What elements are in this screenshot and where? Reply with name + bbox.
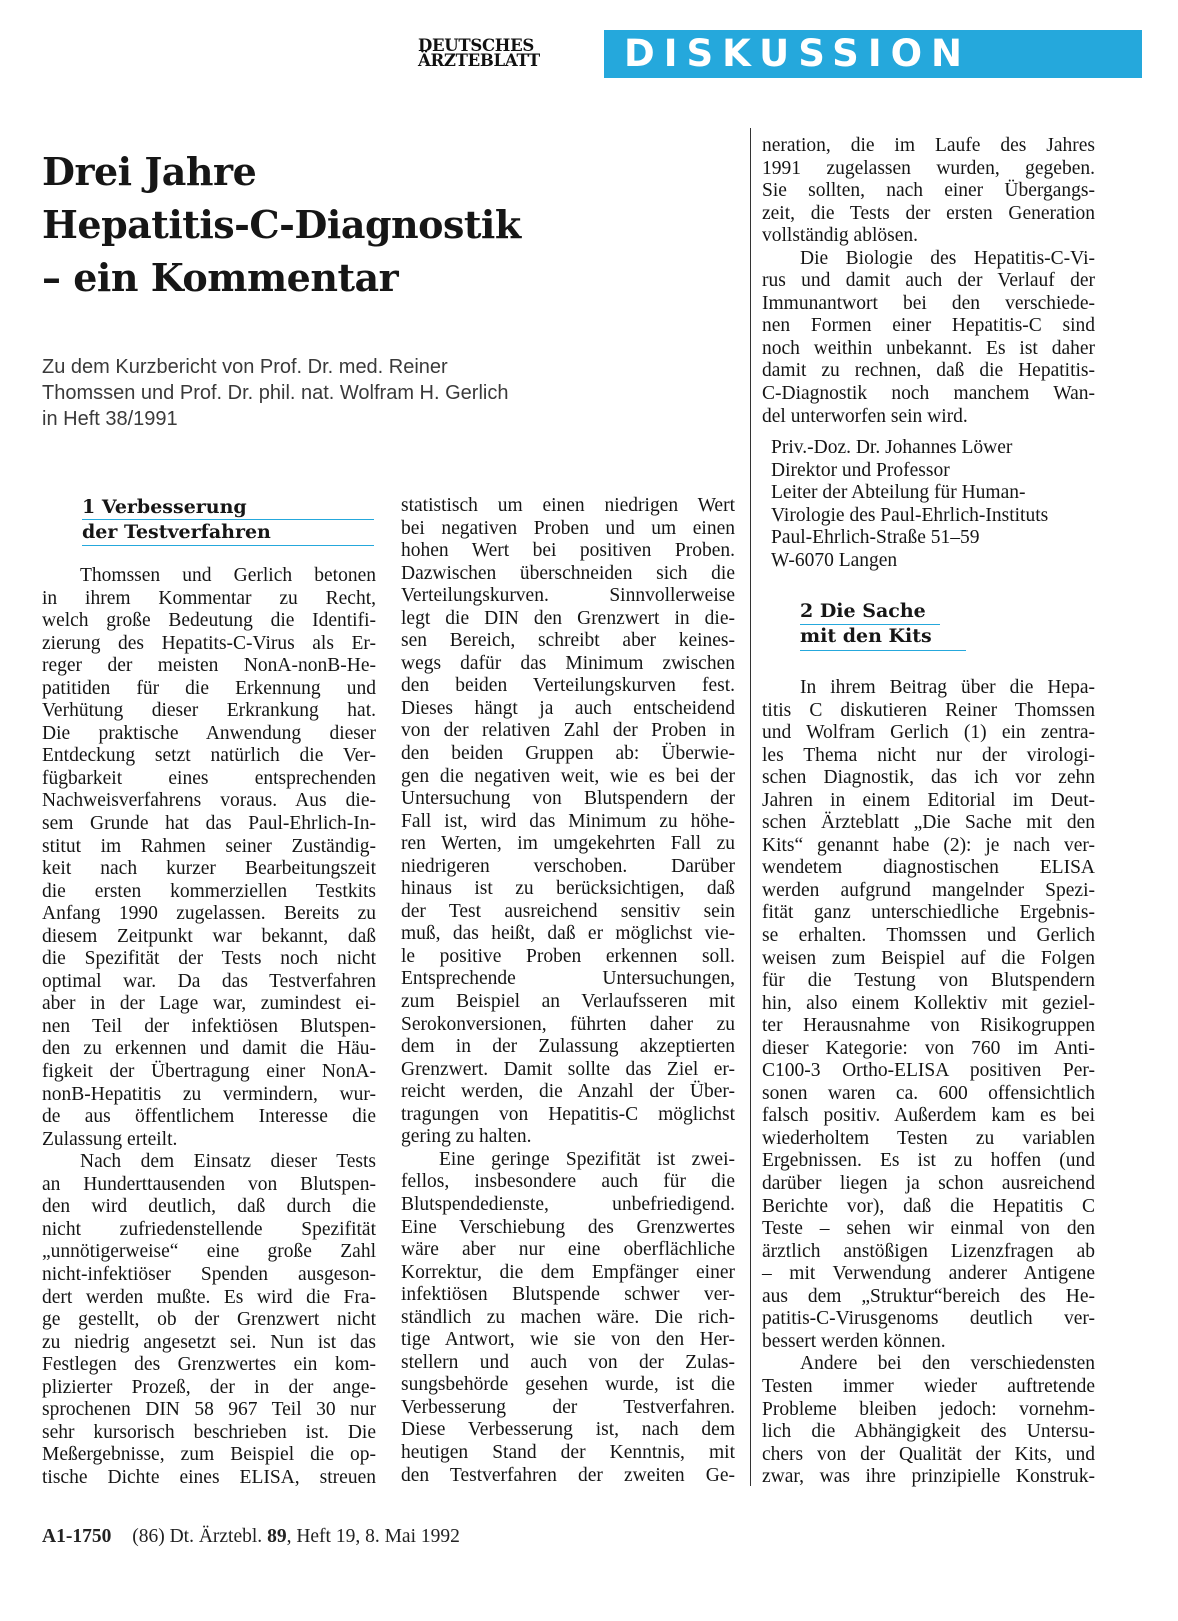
text-line: del unterworfen sein wird.	[762, 405, 968, 427]
text-line: tragungen von Hepatitis-C möglichst	[401, 1103, 735, 1125]
text-line: Festlegen des Grenzwertes ein kom-	[42, 1354, 376, 1376]
text-line: Verhütung dieser Erkrankung hat.	[42, 700, 376, 722]
author-signature	[771, 437, 1048, 573]
signature-line: W-6070 Langen	[771, 549, 898, 571]
text-line: hin, also einem Kollektiv mit geziel-	[762, 992, 1095, 1014]
text-line: Probleme bleiben jedoch: vornehm-	[762, 1398, 1095, 1420]
text-line: Korrektur, die dem Empfänger einer	[401, 1261, 735, 1283]
text-line: gen die negativen weit, wie es bei der	[401, 765, 735, 787]
text-line: heutigen Stand der Kenntnis, mit	[401, 1441, 735, 1463]
text-line: stitut im Rahmen seiner Zuständig-	[42, 835, 376, 857]
text-line: wendetem diagnostischen ELISA	[762, 857, 1095, 879]
column-1-text	[42, 565, 376, 1489]
article-title	[42, 145, 521, 304]
text-line: zu niedrig angesetzt sei. Nun ist das	[42, 1331, 376, 1353]
text-line: Untersuchung von Blutspendern der	[401, 788, 735, 810]
text-line: optimal war. Da das Testverfahren	[42, 970, 376, 992]
text-line: hinaus ist zu berücksichtigen, daß	[401, 878, 735, 900]
title-line: Drei Jahre	[42, 149, 257, 194]
text-line: C-Diagnostik noch manchem Wan-	[762, 383, 1095, 405]
signature-line: Leiter der Abteilung für Human-	[771, 482, 1026, 504]
text-line: neration, die im Laufe des Jahres	[762, 135, 1095, 156]
text-line: nonB-Hepatitis zu vermindern, wur-	[42, 1083, 376, 1105]
text-line: Die Biologie des Hepatitis-C-Vi-	[800, 247, 1095, 269]
column-2-text	[401, 495, 735, 1487]
text-line: zierung des Hepatits-C-Virus als Er-	[42, 632, 376, 654]
section-2-heading-rule	[800, 624, 940, 625]
signature-line: Virologie des Paul-Ehrlich-Instituts	[771, 504, 1049, 526]
section-1-heading-line: 1 Verbesserung	[82, 496, 247, 518]
text-line: niedrigeren verschoben. Darüber	[401, 855, 735, 877]
section-1-heading	[82, 495, 271, 545]
text-line: – mit Verwendung anderer Antigene	[762, 1263, 1095, 1285]
section-2-text	[762, 677, 1095, 1489]
text-line: aber in der Lage war, zumindest ei-	[42, 993, 376, 1015]
text-line: Immunantwort bei den verschiede-	[762, 292, 1095, 314]
text-line: vollständig ablösen.	[762, 225, 918, 247]
text-line: C100-3 Ortho-ELISA positiven Per-	[762, 1060, 1095, 1082]
text-line: nicht-infektiöser Spenden ausgeson-	[42, 1263, 376, 1285]
text-line: die Spezifität der Tests noch nicht	[42, 948, 376, 970]
text-line: schen Diagnostik, das ich vor zehn	[762, 767, 1095, 789]
column-divider	[750, 128, 751, 1486]
subtitle-line: Zu dem Kurzbericht von Prof. Dr. med. Reiner	[42, 356, 448, 378]
text-line: figkeit der Übertragung einer NonA-	[42, 1061, 376, 1083]
text-line: Serokonversionen, führten daher zu	[401, 1013, 735, 1035]
journal-issue: , Heft 19, 8. Mai 1992	[286, 1526, 460, 1547]
masthead-logo	[418, 38, 540, 68]
masthead-line-2: ÄRZTEBLATT	[418, 51, 540, 70]
text-line: für die Testung von Blutspendern	[762, 970, 1095, 992]
text-line: sem Grunde hat das Paul-Ehrlich-In-	[42, 813, 376, 835]
text-line: den beiden Verteilungskurven fest.	[401, 675, 735, 697]
text-line: patitis-C-Virusgenoms deutlich ver-	[762, 1308, 1095, 1330]
section-2-heading-rule	[800, 650, 966, 651]
text-line: fellos, insbesondere auch für die	[401, 1171, 735, 1193]
text-line: ren Werten, im umgekehrten Fall zu	[401, 833, 735, 855]
masthead-line-1: DEUTSCHES	[418, 36, 534, 55]
text-line: Die praktische Anwendung dieser	[42, 722, 376, 744]
text-line: legt die DIN den Grenzwert in die-	[401, 607, 735, 629]
text-line: Eine Verschiebung des Grenzwertes	[401, 1216, 735, 1238]
text-line: Jahren in einem Editorial im Deut-	[762, 789, 1095, 811]
text-line: se erhalten. Thomssen und Gerlich	[762, 925, 1095, 947]
text-line: bei negativen Proben und um einen	[401, 517, 735, 539]
text-line: Grenzwert. Damit sollte das Ziel er-	[401, 1058, 735, 1080]
text-line: gering zu halten.	[401, 1126, 532, 1148]
text-line: keit nach kurzer Bearbeitungszeit	[42, 858, 376, 880]
text-line: muß, das heißt, daß er möglichst vie-	[401, 923, 735, 945]
text-line: In ihrem Beitrag über die Hepa-	[800, 677, 1095, 698]
text-line: Testen immer wieder auftretende	[762, 1375, 1095, 1397]
text-line: den beiden Gruppen ab: Überwie-	[401, 743, 735, 765]
text-line: der Test ausreichend sensitiv sein	[401, 900, 735, 922]
text-line: sen Bereich, schreibt aber keines-	[401, 630, 735, 652]
text-line: infektiösen Blutspende schwer ver-	[401, 1284, 735, 1306]
text-line: sehr kursorisch beschrieben ist. Die	[42, 1421, 376, 1443]
text-line: ständlich zu machen wäre. Die rich-	[401, 1306, 735, 1328]
text-line: zeit, die Tests der ersten Generation	[762, 202, 1095, 224]
text-line: werden aufgrund mangelnder Spezi-	[762, 879, 1095, 901]
text-line: nen Formen einer Hepatitis-C sind	[762, 315, 1095, 337]
text-line: reger der meisten NonA-nonB-He-	[42, 655, 376, 677]
subtitle-line: Thomssen und Prof. Dr. phil. nat. Wolfram H. Gerlich	[42, 382, 509, 404]
text-line: Verbesserung der Testverfahren.	[401, 1396, 735, 1418]
text-line: Nachweisverfahrens voraus. Aus die-	[42, 790, 376, 812]
text-line: titis C diskutieren Reiner Thomssen	[762, 699, 1095, 721]
text-line: aus dem „Struktur“bereich des He-	[762, 1285, 1095, 1307]
page-number: A1-1750	[42, 1526, 112, 1547]
text-line: Diese Verbesserung ist, nach dem	[401, 1419, 735, 1441]
text-line: wäre aber nur eine oberflächliche	[401, 1239, 735, 1261]
text-line: chers von der Qualität der Kits, und	[762, 1443, 1095, 1465]
text-line: Nach dem Einsatz dieser Tests	[80, 1151, 376, 1173]
signature-line: Priv.-Doz. Dr. Johannes Löwer	[771, 437, 1013, 458]
text-line: damit zu rechnen, daß die Hepatitis-	[762, 360, 1095, 382]
text-line: Dazwischen überschneiden sich die	[401, 562, 735, 584]
text-line: dieser Kategorie: von 760 im Anti-	[762, 1037, 1095, 1059]
text-line: Ergebnissen. Es ist zu hoffen (und	[762, 1150, 1095, 1172]
text-line: les Thema nicht nur der virologi-	[762, 744, 1095, 766]
title-line: – ein Kommentar	[42, 255, 399, 300]
text-line: darüber liegen ja schon ausreichend	[762, 1173, 1095, 1195]
text-line: an Hunderttausenden von Blutspen-	[42, 1173, 376, 1195]
text-line: Andere bei den verschiedensten	[800, 1353, 1095, 1375]
text-line: Verteilungskurven. Sinnvollerweise	[401, 585, 735, 607]
text-line: stellern und auch von der Zulas-	[401, 1351, 735, 1373]
section-1-heading-rule	[82, 519, 374, 520]
text-line: welch große Bedeutung die Identifi-	[42, 610, 376, 632]
signature-line: Direktor und Professor	[771, 459, 950, 481]
text-line: den zu erkennen und damit die Häu-	[42, 1038, 376, 1060]
text-line: hohen Wert bei positiven Proben.	[401, 540, 735, 562]
signature-line: Paul-Ehrlich-Straße 51–59	[771, 527, 980, 549]
section-1-heading-rule	[82, 545, 374, 546]
text-line: ge gestellt, ob der Grenzwert nicht	[42, 1309, 376, 1331]
text-line: die ersten kommerziellen Testkits	[42, 880, 376, 902]
text-line: Blutspendedienste, unbefriedigend.	[401, 1193, 735, 1215]
text-line: in ihrem Kommentar zu Recht,	[42, 587, 376, 609]
text-line: sonen waren ca. 600 offensichtlich	[762, 1082, 1095, 1104]
text-line: Berichte vor), daß die Hepatitis C	[762, 1195, 1095, 1217]
text-line: „unnötigerweise“ eine große Zahl	[42, 1241, 376, 1263]
text-line: statistisch um einen niedrigen Wert	[401, 495, 735, 516]
text-line: noch weithin unbekannt. Es ist daher	[762, 337, 1095, 359]
text-line: weisen zum Beispiel auf die Folgen	[762, 947, 1095, 969]
text-line: fügbarkeit eines entsprechenden	[42, 767, 376, 789]
text-line: Entsprechende Untersuchungen,	[401, 968, 735, 990]
issue-number: (86)	[132, 1526, 165, 1547]
text-line: Entdeckung setzt natürlich die Ver-	[42, 745, 376, 767]
text-line: und Wolfram Gerlich (1) ein zentra-	[762, 722, 1095, 744]
text-line: tige Antwort, wie sie von den Her-	[401, 1329, 735, 1351]
text-line: plizierter Prozeß, der in der ange-	[42, 1376, 376, 1398]
text-line: Sie sollten, nach einer Übergangs-	[762, 180, 1095, 202]
text-line: reicht werden, die Anzahl der Über-	[401, 1081, 735, 1103]
ressort-banner: DISKUSSION	[604, 30, 1142, 78]
text-line: Kits“ genannt habe (2): je nach ver-	[762, 834, 1095, 856]
text-line: bessert werden können.	[762, 1330, 946, 1352]
text-line: von der relativen Zahl der Proben in	[401, 720, 735, 742]
text-line: zum Beispiel an Verlaufsseren mit	[401, 991, 735, 1013]
text-line: diesem Zeitpunkt war bekannt, daß	[42, 925, 376, 947]
text-line: Fall ist, wird das Minimum zu höhe-	[401, 810, 735, 832]
text-line: schen Ärzteblatt „Die Sache mit den	[762, 812, 1095, 834]
text-line: zwar, was ihre prinzipielle Konstruk-	[762, 1466, 1095, 1488]
text-line: Thomssen und Gerlich betonen	[80, 565, 376, 586]
text-line: ter Herausnahme von Risikogruppen	[762, 1015, 1095, 1037]
text-line: wiederholtem Testen zu variablen	[762, 1127, 1095, 1149]
text-line: wegs dafür das Minimum zwischen	[401, 652, 735, 674]
text-line: sungsbehörde gesehen wurde, ist die	[401, 1374, 735, 1396]
text-line: den Testverfahren der zweiten Ge-	[401, 1464, 735, 1486]
text-line: fität ganz unterschiedliche Ergebnis-	[762, 902, 1095, 924]
text-line: Meßergebnisse, zum Beispiel die op-	[42, 1444, 376, 1466]
text-line: tische Dichte eines ELISA, streuen	[42, 1466, 376, 1488]
text-line: nen Teil der infektiösen Blutspen-	[42, 1015, 376, 1037]
section-1-heading-line: der Testverfahren	[82, 521, 271, 543]
section-2-heading-line: mit den Kits	[800, 625, 932, 647]
text-line: rus und damit auch der Verlauf der	[762, 270, 1095, 292]
text-line: patitiden für die Erkennung und	[42, 677, 376, 699]
text-line: 1991 zugelassen wurden, gegeben.	[762, 157, 1095, 179]
text-line: de aus öffentlichem Interesse die	[42, 1106, 376, 1128]
text-line: ärztlich anstößigen Lizenzfragen ab	[762, 1240, 1095, 1262]
text-line: Dieses hängt ja auch entscheidend	[401, 697, 735, 719]
journal-name: Dt. Ärztebl.	[169, 1526, 263, 1547]
section-2-heading-line: 2 Die Sache	[800, 600, 926, 622]
column-3-text	[762, 135, 1095, 428]
article-subtitle	[42, 354, 508, 432]
text-line: dert werden mußte. Es wird die Fra-	[42, 1286, 376, 1308]
text-line: dem in der Zulassung akzeptierten	[401, 1036, 735, 1058]
text-line: Eine geringe Spezifität ist zwei-	[439, 1148, 735, 1170]
text-line: falsch positiv. Außerdem kam es bei	[762, 1105, 1095, 1127]
journal-volume: 89	[267, 1526, 287, 1547]
text-line: nicht zufriedenstellende Spezifität	[42, 1218, 376, 1240]
page-footer	[42, 1526, 460, 1548]
text-line: sprochenen DIN 58 967 Teil 30 nur	[42, 1399, 376, 1421]
text-line: den wird deutlich, daß durch die	[42, 1196, 376, 1218]
text-line: le positive Proben erkennen soll.	[401, 945, 735, 967]
text-line: Zulassung erteilt.	[42, 1128, 178, 1150]
title-line: Hepatitis-C-Diagnostik	[42, 202, 521, 247]
text-line: Teste – sehen wir einmal von den	[762, 1218, 1095, 1240]
subtitle-line: in Heft 38/1991	[42, 408, 178, 430]
text-line: Anfang 1990 zugelassen. Bereits zu	[42, 903, 376, 925]
text-line: lich die Abhängigkeit des Untersu-	[762, 1421, 1095, 1443]
